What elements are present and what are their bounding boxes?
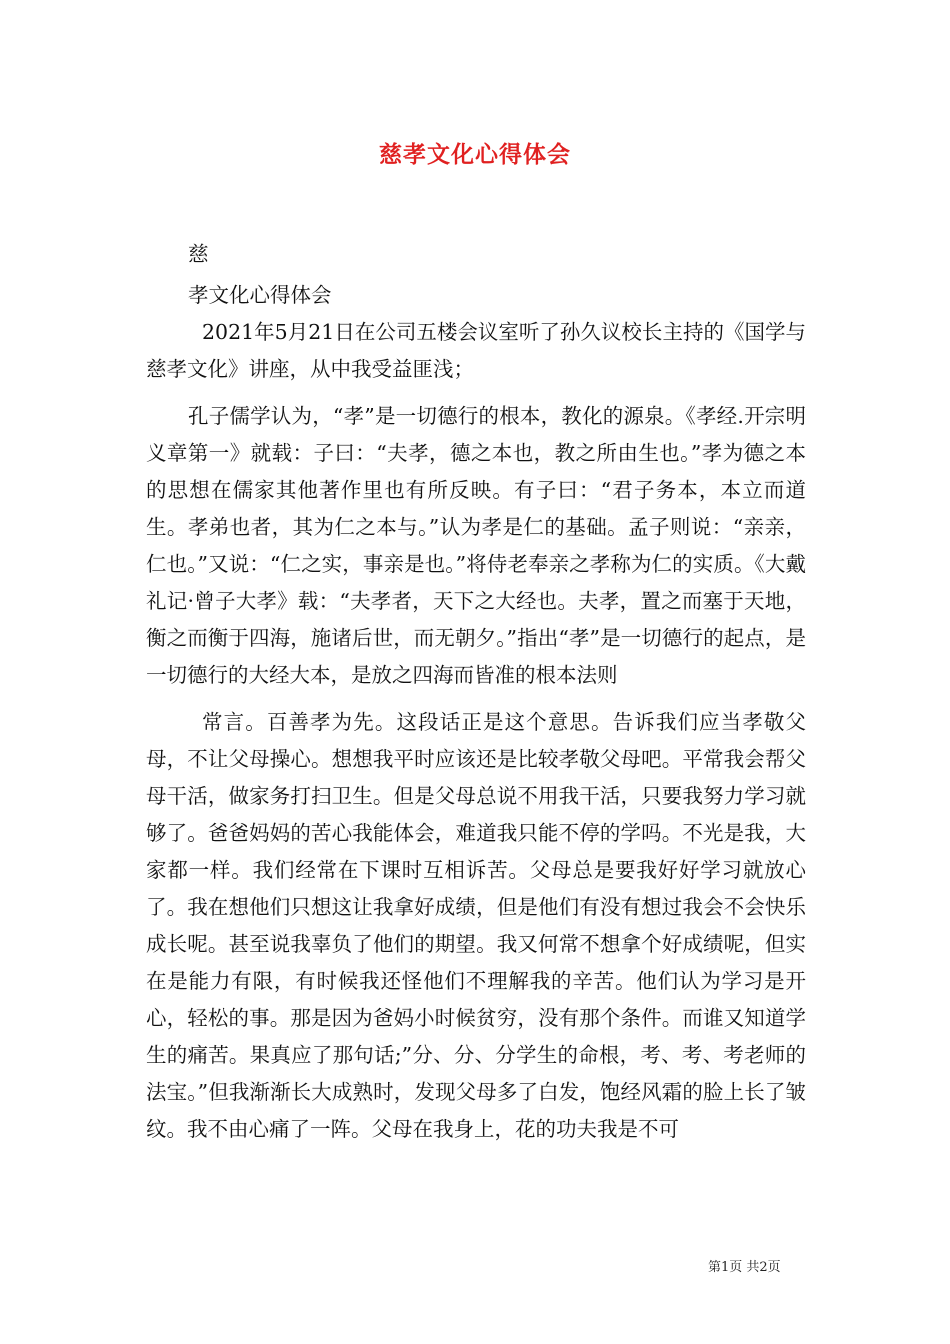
- paragraph-reflection: 常言。百善孝为先。这段话正是这个意思。告诉我们应当孝敬父母，不让父母操心。想想我平时应该还是比较孝敬父母吧。平常我会帮父母干活，做家务打扫卫生。但是父母总说不用我干活，只要我努力学习就够了。爸爸妈妈的苦心我能体会，难道我只能不停的学吗。不光是我，大家都一样。我们经常在下课时互相诉苦。父母总是要我好好学习就放心了。我在想他们只想这让我拿好成绩，但是他们有没有想过我会不会快乐成长呢。甚至说我辜负了他们的期望。我又何常不想拿个好成绩呢，但实在是能力有限，有时候我还怪他们不理解我的辛苦。他们认为学习是开心，轻松的事。那是因为爸妈小时候贫穷，没有那个条件。而谁又知道学生的痛苦。果真应了那句话;”分、分、分学生的命根，考、考、考老师的法宝。”但我渐渐长大成熟时，发现父母多了白发，饱经风霜的脸上长了皱纹。我不由心痛了一阵。父母在我身上，花的功夫我是不可: [146, 710, 806, 1141]
- document-body: [146, 236, 806, 1148]
- paragraph-fragment-2: 孝文化心得体会: [188, 283, 332, 307]
- document-title: 慈孝文化心得体会: [379, 141, 571, 168]
- paragraph-intro: 2021年5月21日在公司五楼会议室听了孙久议校长主持的《国学与慈孝文化》讲座，从中我受益匪浅；: [146, 320, 806, 381]
- paragraph-fragment-1: 慈: [188, 242, 209, 266]
- paragraph-confucius: 孔子儒学认为，“孝”是一切德行的根本，教化的源泉。《孝经.开宗明义章第一》就载：子曰：“夫孝，德之本也，教之所由生也。”孝为德之本的思想在儒家其他著作里也有所反映。有子曰：“君子务本，本立而道生。孝弟也者，其为仁之本与。”认为孝是仁的基础。孟子则说：“亲亲，仁也。”又说：“仁之实，事亲是也。”将侍老奉亲之孝称为仁的实质。《大戴礼记·曾子大孝》载：“夫孝者，天下之大经也。夫孝，置之而塞于天地，衡之而衡于四海，施诸后世，而无朝夕。”指出“孝”是一切德行的起点，是一切德行的大经大本，是放之四海而皆准的根本法则: [146, 404, 806, 687]
- page-number: 第1页 共2页: [708, 1260, 781, 1275]
